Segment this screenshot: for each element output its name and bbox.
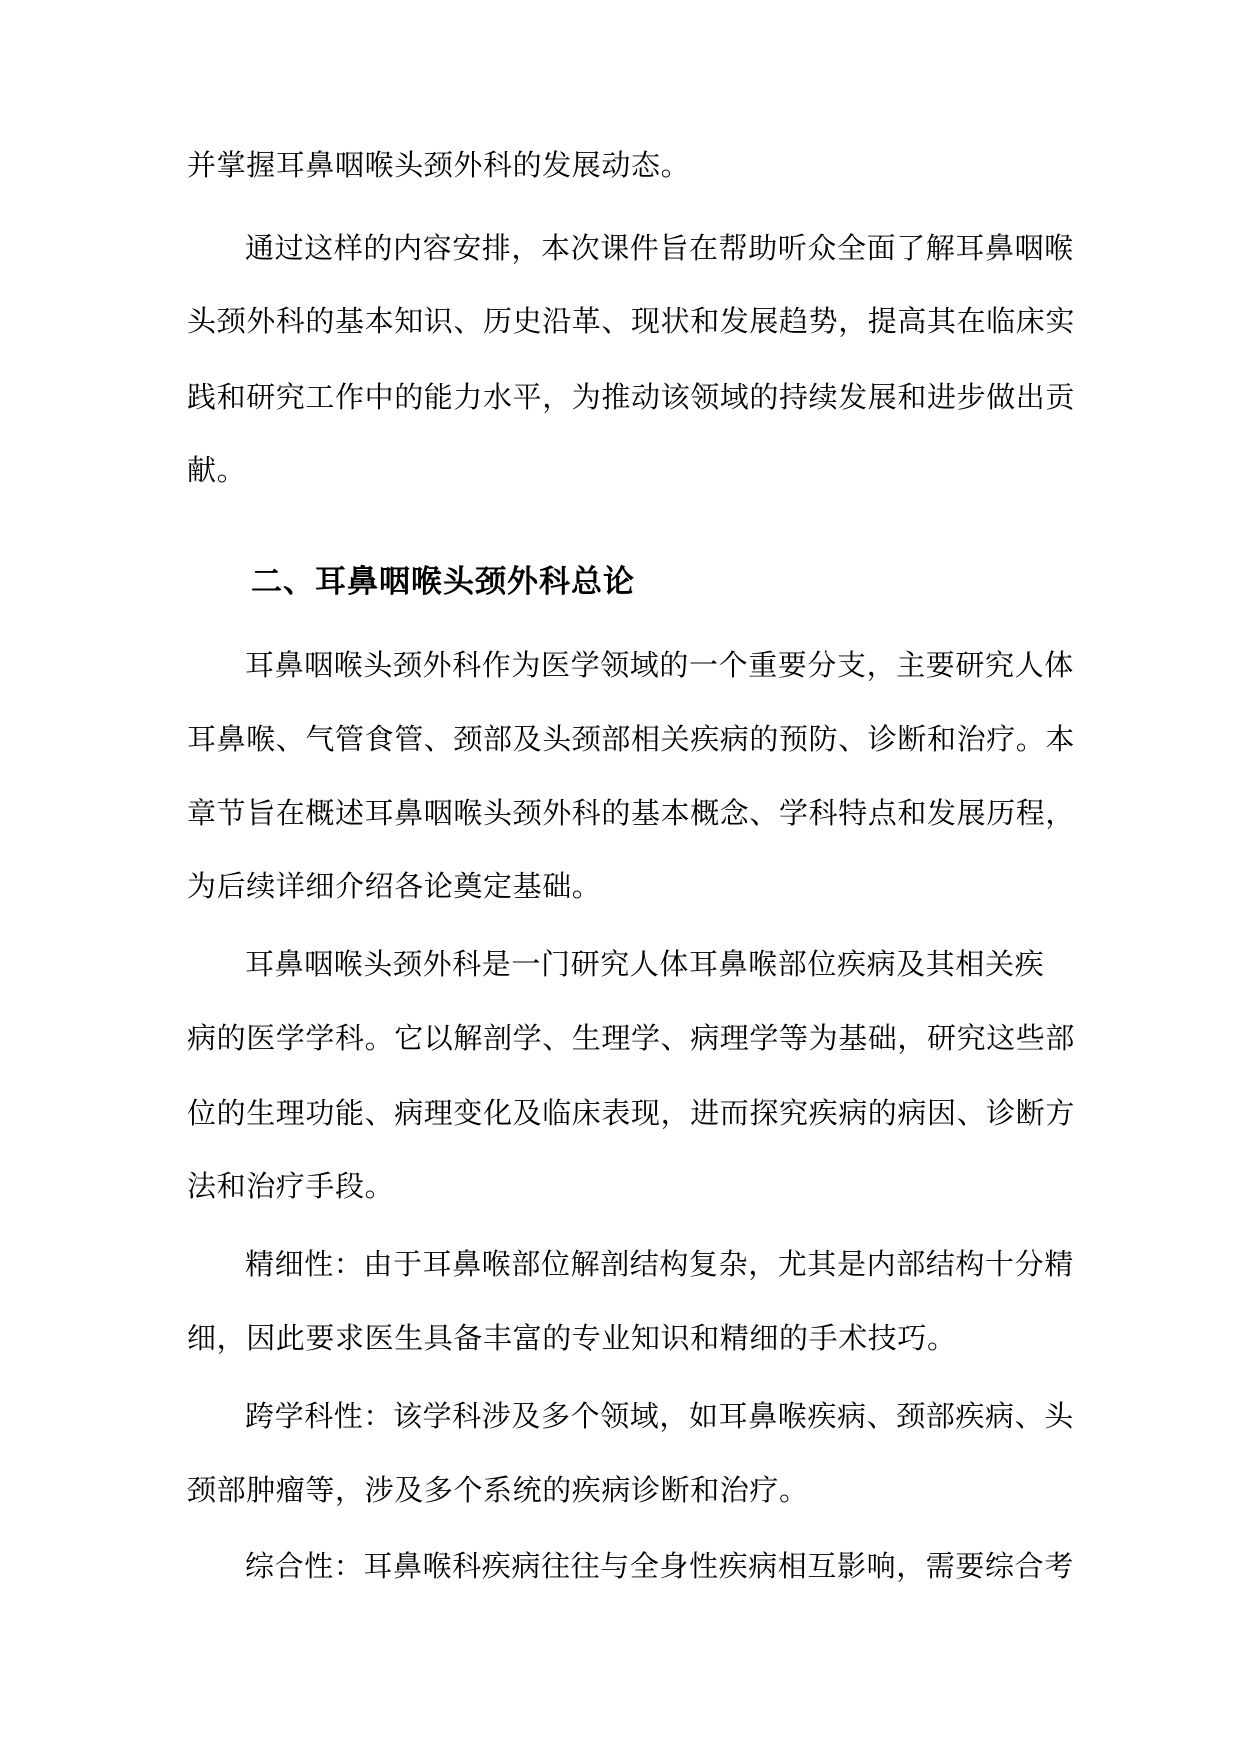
paragraph-line: 通过这样的内容安排，本次课件旨在帮助听众全面了解耳鼻咽喉 — [245, 231, 1074, 265]
paragraph-line: 细，因此要求医生具备丰富的专业知识和精细的手术技巧。 — [187, 1321, 957, 1355]
paragraph-line: 耳鼻咽喉头颈外科作为医学领域的一个重要分支，主要研究人体 — [245, 648, 1074, 682]
section-heading: 二、耳鼻咽喉头颈外科总论 — [251, 564, 635, 600]
paragraph-line: 耳鼻喉、气管食管、颈部及头颈部相关疾病的预防、诊断和治疗。本 — [187, 722, 1076, 756]
paragraph-line: 精细性：由于耳鼻喉部位解剖结构复杂，尤其是内部结构十分精 — [245, 1247, 1074, 1281]
paragraph-line: 病的医学学科。它以解剖学、生理学、病理学等为基础，研究这些部 — [187, 1021, 1076, 1055]
paragraph-line: 颈部肿瘤等，涉及多个系统的疾病诊断和治疗。 — [187, 1473, 809, 1507]
paragraph-line: 献。 — [187, 453, 247, 487]
paragraph-line: 为后续详细介绍各论奠定基础。 — [187, 869, 602, 903]
paragraph-line: 耳鼻咽喉头颈外科是一门研究人体耳鼻喉部位疾病及其相关疾 — [245, 947, 1045, 981]
paragraph-line: 并掌握耳鼻咽喉头颈外科的发展动态。 — [187, 148, 691, 182]
paragraph-line: 践和研究工作中的能力水平，为推动该领域的持续发展和进步做出贡 — [187, 380, 1076, 414]
paragraph-line: 跨学科性：该学科涉及多个领域，如耳鼻喉疾病、颈部疾病、头 — [245, 1399, 1074, 1433]
paragraph-line: 章节旨在概述耳鼻咽喉头颈外科的基本概念、学科特点和发展历程， — [187, 796, 1076, 830]
paragraph-line: 位的生理功能、病理变化及临床表现，进而探究疾病的病因、诊断方 — [187, 1096, 1076, 1130]
paragraph-line: 法和治疗手段。 — [187, 1169, 395, 1203]
paragraph-line: 头颈外科的基本知识、历史沿革、现状和发展趋势，提高其在临床实 — [187, 304, 1076, 338]
paragraph-line: 综合性：耳鼻喉科疾病往往与全身性疾病相互影响，需要综合考 — [245, 1549, 1074, 1583]
